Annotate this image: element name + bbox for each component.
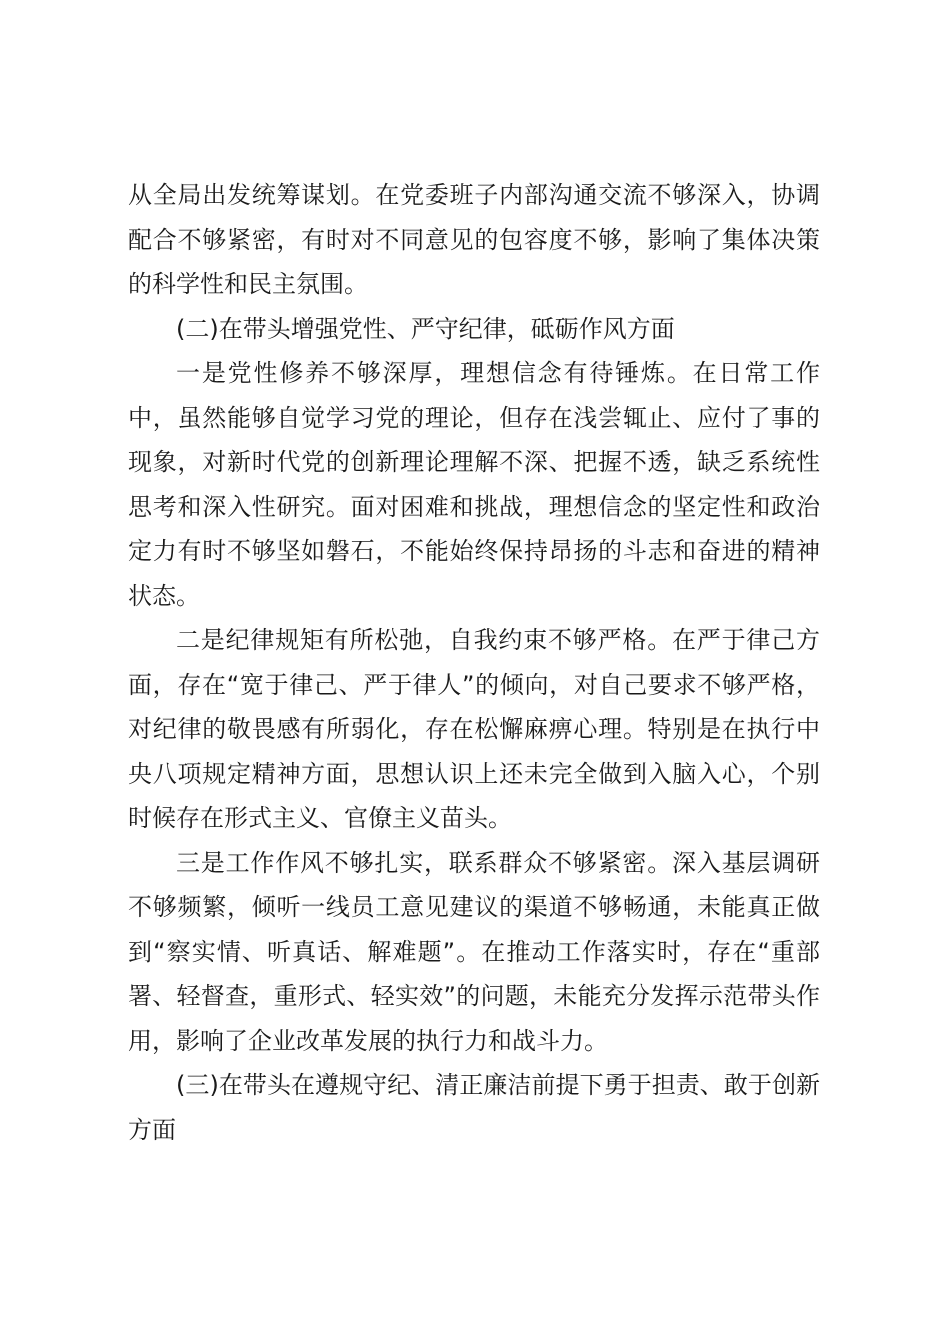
paragraph-point-3: 三是工作作风不够扎实，联系群众不够紧密。深入基层调研不够频繁，倾听一线员工意见建议的渠道不够畅通，未能真正做到“察实情、听真话、解难题”。在推动工作落实时，存在“重部署、轻督查，重形式、轻实效”的问题，未能充分发挥示范带头作用，影响了企业改革发展的执行力和战斗力。	[128, 848, 820, 1055]
section-heading-3: (三)在带头在遵规守纪、清正廉洁前提下勇于担责、敢于创新方面	[128, 1071, 820, 1144]
paragraph-point-2: 二是纪律规矩有所松弛，自我约束不够严格。在严于律己方面，存在“宽于律己、严于律人”的倾向，对自己要求不够严格，对纪律的敬畏感有所弱化，存在松懈麻痹心理。特别是在执行中央八项规定精神方面，思想认识上还未完全做到入脑入心，个别时候存在形式主义、官僚主义苗头。	[128, 626, 820, 832]
paragraph-continuation: 从全局出发统筹谋划。在党委班子内部沟通交流不够深入，协调配合不够紧密，有时对不同意见的包容度不够，影响了集体决策的科学性和民主氛围。	[128, 181, 820, 298]
document-body	[128, 173, 820, 1152]
paragraph-point-1: 一是党性修养不够深厚，理想信念有待锤炼。在日常工作中，虽然能够自觉学习党的理论，但存在浅尝辄止、应付了事的现象，对新时代党的创新理论理解不深、把握不透，缺乏系统性思考和深入性研究。面对困难和挑战，理想信念的坚定性和政治定力有时不够坚如磐石，不能始终保持昂扬的斗志和奋进的精神状态。	[128, 359, 820, 610]
section-heading-2: (二)在带头增强党性、严守纪律，砥砺作风方面	[176, 314, 675, 343]
